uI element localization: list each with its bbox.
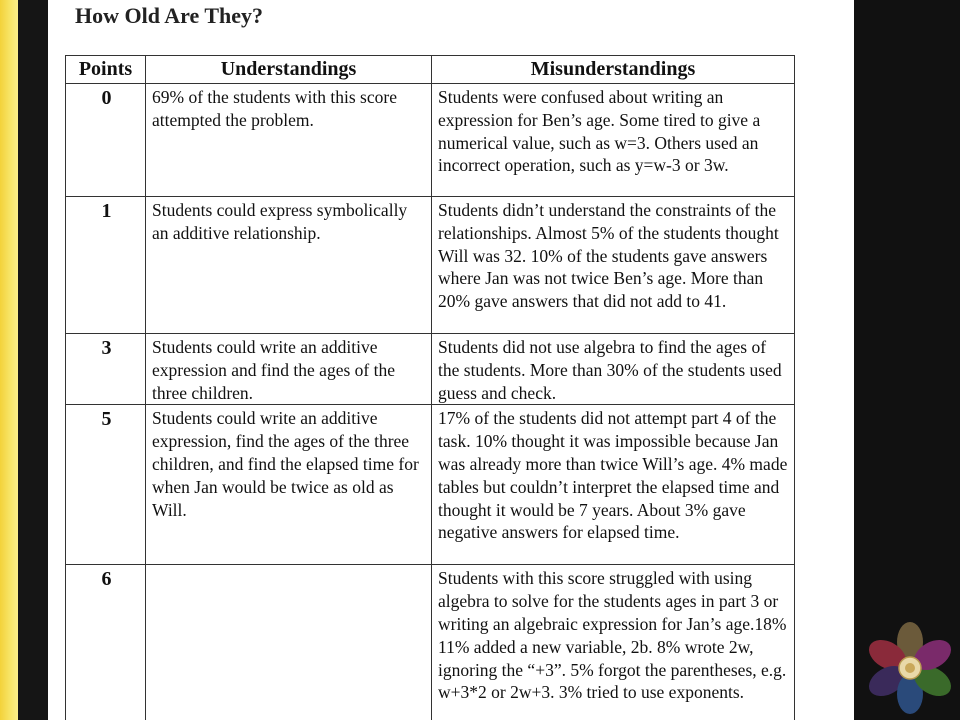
points-cell: 3 (66, 334, 146, 405)
table-header-row (66, 56, 795, 84)
points-cell: 6 (66, 565, 146, 720)
table-row (66, 334, 795, 405)
understandings-cell (146, 565, 432, 720)
column-header-misunderstandings: Misunderstandings (432, 56, 795, 84)
logo-core (905, 663, 915, 673)
understandings-cell: 69% of the students with this score attempted the problem. (146, 84, 432, 197)
table-row (66, 84, 795, 197)
table-row (66, 405, 795, 565)
table-row (66, 197, 795, 334)
flower-logo-icon (862, 620, 958, 716)
misunderstandings-cell: Students with this score struggled with using algebra to solve for the students ages in part 3 or writing an algebraic expression for Jan’s age.18% 11% added a new variable, 2b. 8% wrote 2w, ignoring the “+3”. 5% forgot the parentheses, e.g. w+3*2 or 2w+3. 3% tried to use exponents. (432, 565, 795, 720)
column-header-understandings: Understandings (146, 56, 432, 84)
table-row (66, 565, 795, 720)
column-header-points: Points (66, 56, 146, 84)
misunderstandings-cell: Students were confused about writing an expression for Ben’s age. Some tired to give a numerical value, such as w=3. Others used an incorrect operation, such as y=w-3 or 3w. (432, 84, 795, 197)
understandings-cell: Students could express symbolically an additive relationship. (146, 197, 432, 334)
points-cell: 1 (66, 197, 146, 334)
rubric-table (65, 55, 795, 720)
understandings-cell: Students could write an additive expression, find the ages of the three children, and find the elapsed time for when Jan would be twice as old as Will. (146, 405, 432, 565)
misunderstandings-cell: Students did not use algebra to find the ages of the students. More than 30% of the students used guess and check. (432, 334, 795, 405)
misunderstandings-cell: Students didn’t understand the constraints of the relationships. Almost 5% of the students thought Will was 32. 10% of the students gave answers where Jan was not twice Ben’s age. More than 20% gave answers that did not add to 41. (432, 197, 795, 334)
yellow-accent-stripe (0, 0, 18, 720)
understandings-cell: Students could write an additive expression and find the ages of the three children. (146, 334, 432, 405)
misunderstandings-cell: 17% of the students did not attempt part 4 of the task. 10% thought it was impossible because Jan was already more than twice Will’s age. 4% made tables but couldn’t interpret the elapsed time and thought it would be 7 years. About 3% gave negative answers for elapsed time. (432, 405, 795, 565)
points-cell: 0 (66, 84, 146, 197)
dark-margin (18, 0, 48, 720)
document-title: How Old Are They? (75, 3, 264, 28)
points-cell: 5 (66, 405, 146, 565)
